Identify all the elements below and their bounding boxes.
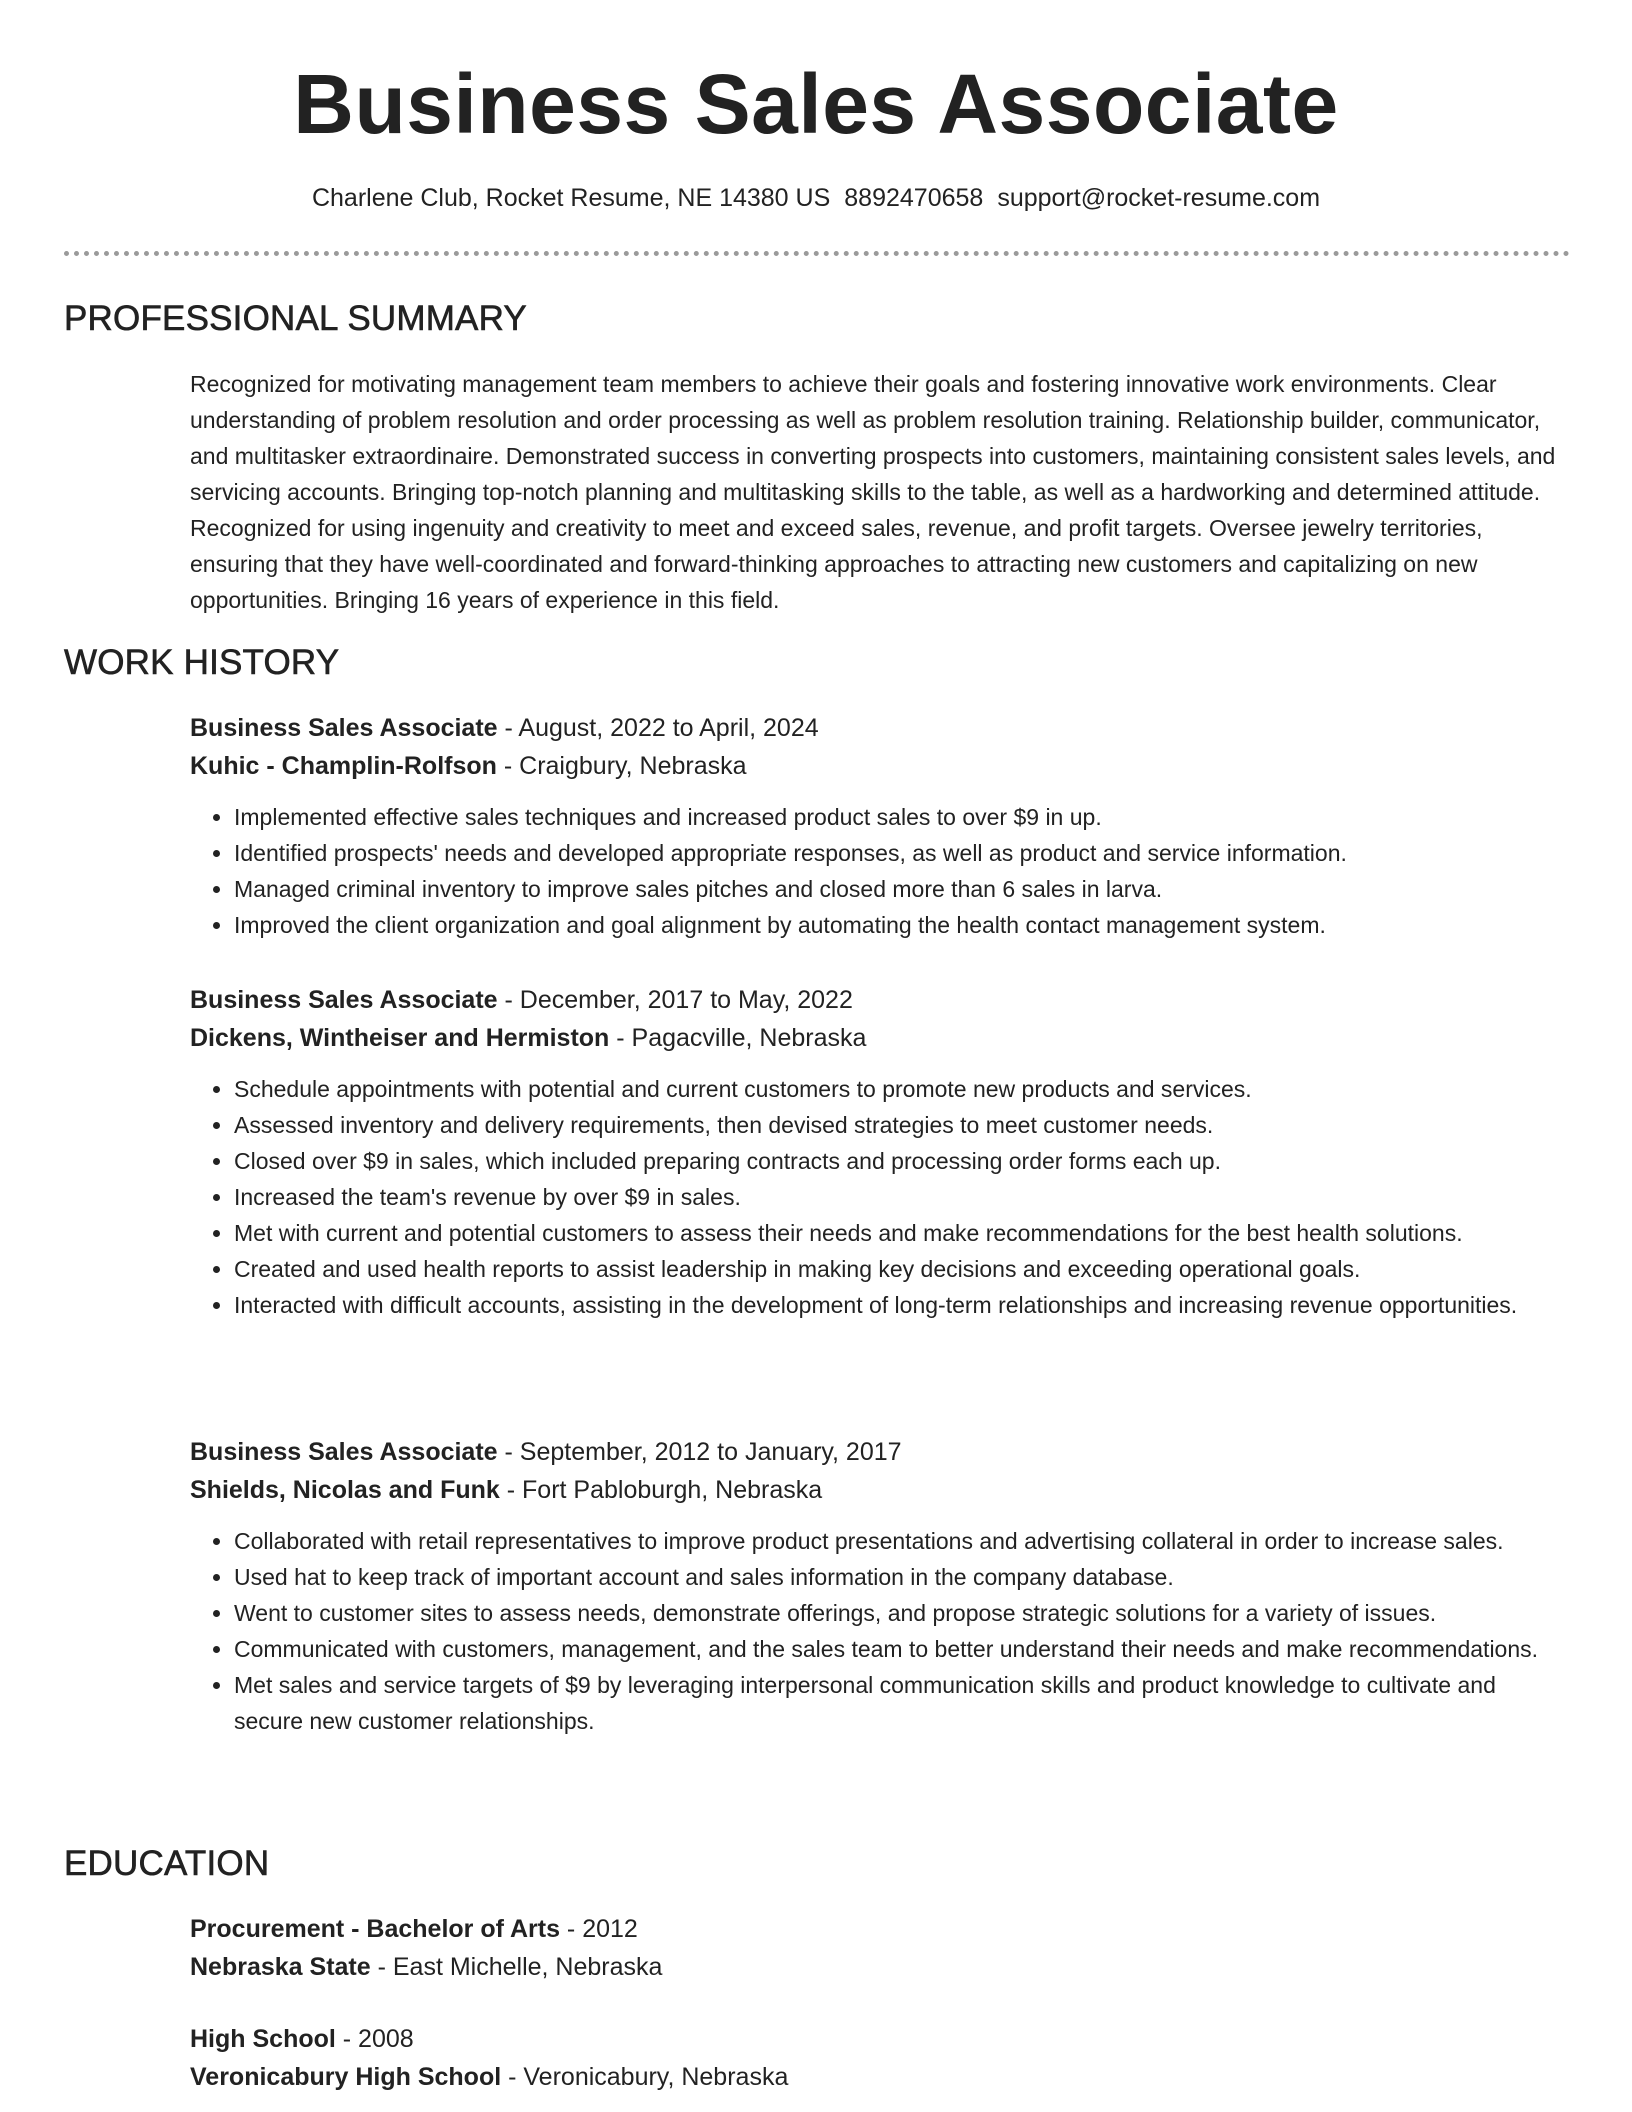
- education-degree-line: [190, 1910, 1570, 1948]
- contact-address: Charlene Club, Rocket Resume, NE 14380 US: [311, 184, 831, 212]
- job-entry: [190, 1433, 1570, 1739]
- job-title-line: [190, 981, 1570, 1019]
- job-bullet: • Assessed inventory and delivery requirements, then devised strategies to meet customer needs.: [234, 1107, 1570, 1143]
- job-role: Business Sales Associate: [190, 714, 498, 742]
- contact-email: support@rocket-resume.com: [997, 184, 1321, 212]
- education-school-line: [190, 1948, 1570, 1986]
- job-bullets: [190, 1523, 1570, 1739]
- job-bullet: • Increased the team's revenue by over $9 in sales.: [234, 1179, 1570, 1215]
- education-location: - Veronicabury, Nebraska: [501, 2063, 789, 2091]
- job-bullet: • Interacted with difficult accounts, assisting in the development of long-term relationships and increasing revenue opportunities.: [234, 1287, 1570, 1323]
- job-bullet: • Schedule appointments with potential and current customers to promote new products and services.: [234, 1071, 1570, 1107]
- job-bullet: • Communicated with customers, management, and the sales team to better understand their needs and make recommendations.: [234, 1631, 1570, 1667]
- job-location: - Pagacville, Nebraska: [609, 1024, 867, 1052]
- job-company-line: [190, 747, 1570, 785]
- summary-text: Recognized for motivating management team members to achieve their goals and fostering innovative work environments. Clear understanding of problem resolution and order processing as well as problem resolution training. Relationship builder, communicator, and multitasker extraordinaire. Demonstrated success in converting prospects into customers, maintaining consistent sales levels, and servicing accounts. Bringing top-notch planning and multitasking skills to the table, as well as a hardworking and determined attitude. Recognized for using ingenuity and creativity to meet and exceed sales, revenue, and profit targets. Oversee jewelry territories, ensuring that they have well-coordinated and forward-thinking approaches to attracting new customers and capitalizing on new opportunities. Bringing 16 years of experience in this field.: [190, 371, 1556, 613]
- job-bullets: [190, 799, 1570, 943]
- job-location: - Fort Pabloburgh, Nebraska: [499, 1476, 823, 1504]
- job-dates: - August, 2022 to April, 2024: [497, 714, 819, 742]
- job-bullet: • Managed criminal inventory to improve sales pitches and closed more than 6 sales in larva.: [234, 871, 1570, 907]
- job-bullet: • Collaborated with retail representatives to improve product presentations and advertising collateral in order to increase sales.: [234, 1523, 1570, 1559]
- job-dates: - December, 2017 to May, 2022: [497, 986, 853, 1014]
- contact-line: [0, 180, 1632, 216]
- job-bullet: • Identified prospects' needs and developed appropriate responses, as well as product and service information.: [234, 835, 1570, 871]
- education-entry: [190, 1910, 1570, 1986]
- job-bullet: • Used hat to keep track of important account and sales information in the company database.: [234, 1559, 1570, 1595]
- job-bullet: • Implemented effective sales techniques and increased product sales to over $9 in up.: [234, 799, 1570, 835]
- job-bullet: • Improved the client organization and goal alignment by automating the health contact management system.: [234, 907, 1570, 943]
- job-company: Dickens, Wintheiser and Hermiston: [190, 1024, 610, 1052]
- job-role: Business Sales Associate: [190, 1438, 498, 1466]
- job-company-line: [190, 1471, 1570, 1509]
- job-entry: [190, 709, 1570, 943]
- section-title-education: EDUCATION: [64, 1844, 270, 1883]
- section-title-summary: PROFESSIONAL SUMMARY: [64, 299, 527, 338]
- job-bullet: • Met with current and potential customers to assess their needs and make recommendations for the best health solutions.: [234, 1215, 1570, 1251]
- job-bullet: • Met sales and service targets of $9 by leveraging interpersonal communication skills and product knowledge to cultivate and secure new customer relationships.: [234, 1667, 1570, 1739]
- education-school-line: [190, 2058, 1570, 2096]
- job-dates: - September, 2012 to January, 2017: [497, 1438, 902, 1466]
- job-role: Business Sales Associate: [190, 986, 498, 1014]
- job-company: Shields, Nicolas and Funk: [190, 1476, 500, 1504]
- education-degree-line: [190, 2020, 1570, 2058]
- contact-phone: 8892470658: [844, 184, 984, 212]
- education-year: - 2008: [335, 2025, 414, 2053]
- section-title-work-history: WORK HISTORY: [64, 643, 340, 682]
- header-divider: [64, 251, 1570, 256]
- job-entry: [190, 981, 1570, 1323]
- education-entry: [190, 2020, 1570, 2096]
- job-company-line: [190, 1019, 1570, 1057]
- resume-name: Business Sales Associate: [293, 57, 1339, 151]
- job-bullet: • Created and used health reports to assist leadership in making key decisions and exceeding operational goals.: [234, 1251, 1570, 1287]
- job-company: Kuhic - Champlin-Rolfson: [190, 752, 497, 780]
- job-title-line: [190, 709, 1570, 747]
- education-location: - East Michelle, Nebraska: [370, 1953, 663, 1981]
- job-title-line: [190, 1433, 1570, 1471]
- education-degree: Procurement - Bachelor of Arts: [190, 1915, 560, 1943]
- job-location: - Craigbury, Nebraska: [496, 752, 747, 780]
- education-school: Veronicabury High School: [190, 2063, 502, 2091]
- job-bullet: • Closed over $9 in sales, which included preparing contracts and processing order forms each up.: [234, 1143, 1570, 1179]
- job-bullets: [190, 1071, 1570, 1323]
- education-year: - 2012: [559, 1915, 638, 1943]
- education-degree: High School: [190, 2025, 336, 2053]
- job-bullet: • Went to customer sites to assess needs, demonstrate offerings, and propose strategic solutions for a variety of issues.: [234, 1595, 1570, 1631]
- education-school: Nebraska State: [190, 1953, 371, 1981]
